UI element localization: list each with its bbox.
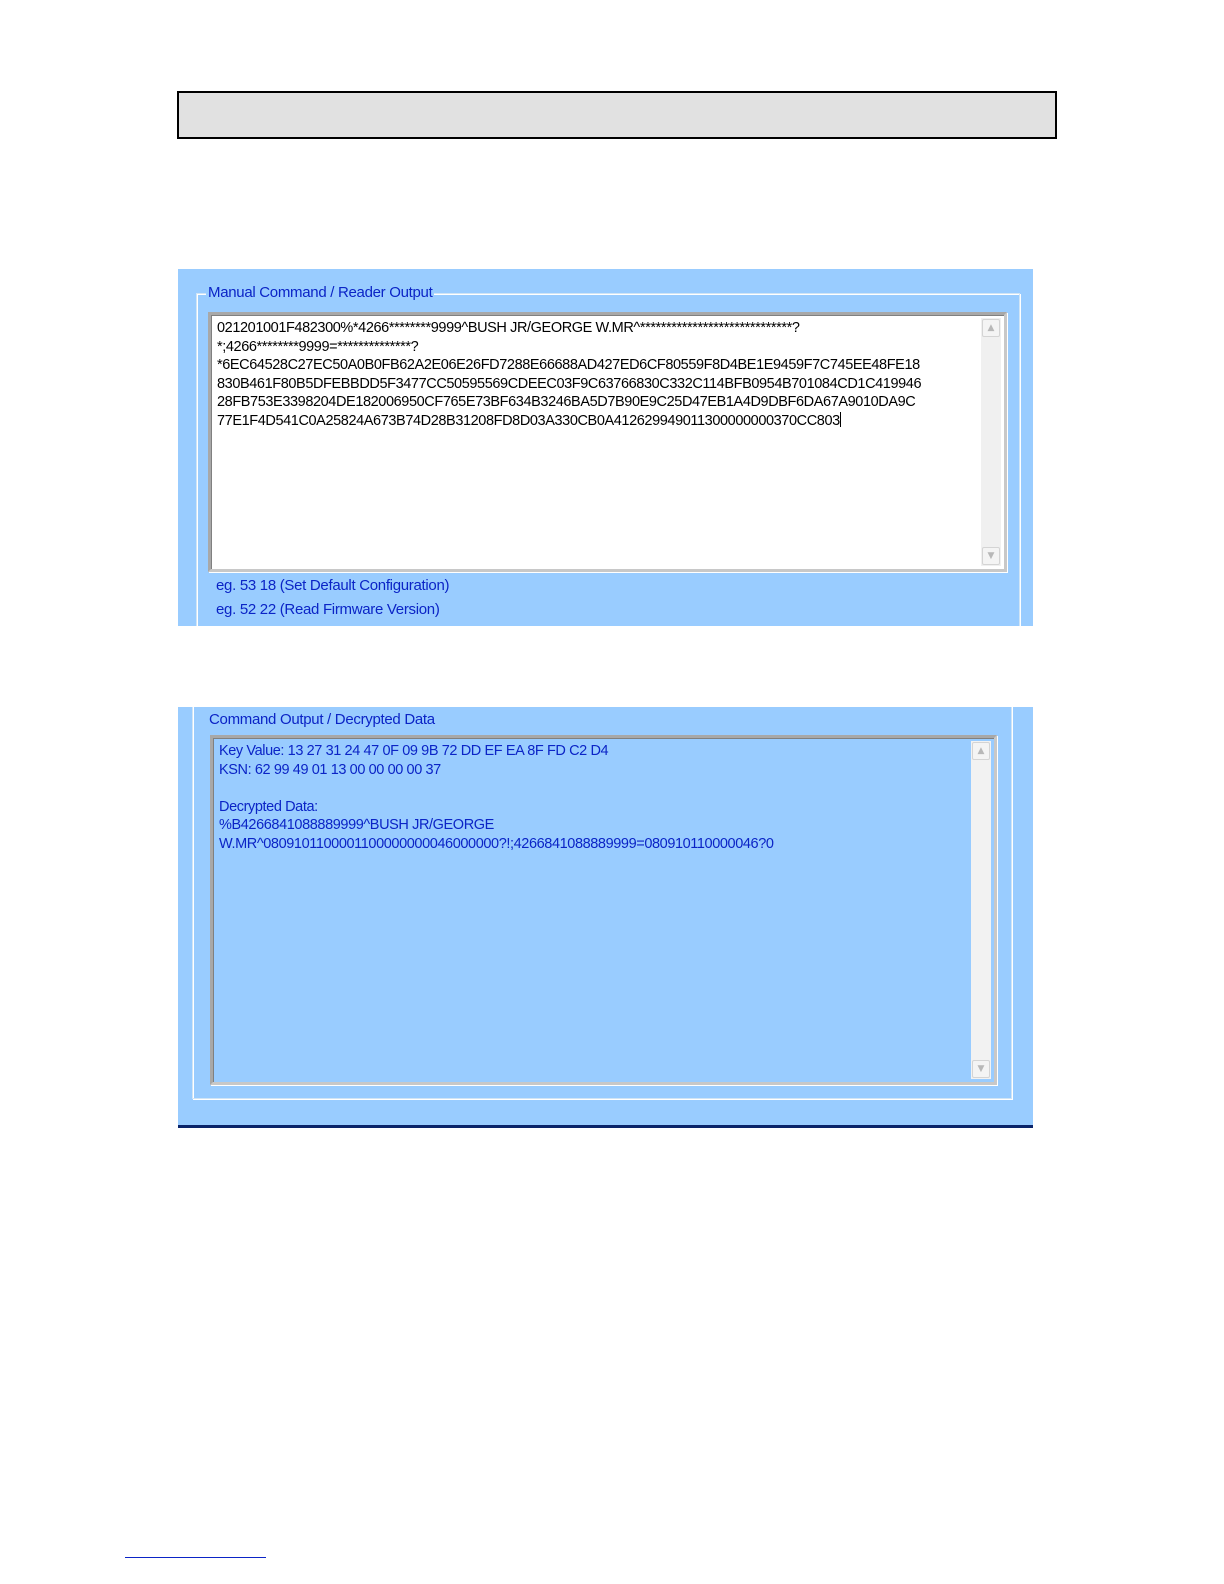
decrypted-data-panel <box>178 707 1033 1128</box>
decrypted-output-line: KSN: 62 99 49 01 13 00 00 00 00 37 <box>219 761 441 778</box>
reader-output-textarea[interactable] <box>208 312 1007 572</box>
decrypted-output-line: %B4266841088889999^BUSH JR/GEORGE <box>219 817 494 833</box>
decrypted-output-textarea[interactable] <box>210 735 997 1085</box>
reader-output-line: 830B461F80B5DFEBBDD5F3477CC50595569CDEEC03F9C63766830C332C114BFB0954B701084CD1C419946 <box>217 375 922 392</box>
footer-rule <box>125 1557 266 1558</box>
chevron-up-icon[interactable]: ▲ <box>972 742 990 760</box>
chevron-down-icon[interactable]: ▼ <box>972 1060 990 1078</box>
text-caret <box>840 412 841 427</box>
decrypted-output-scrollbar[interactable] <box>971 741 991 1079</box>
chevron-up-icon[interactable]: ▲ <box>982 319 1000 337</box>
manual-command-title: Manual Command / Reader Output <box>208 284 433 301</box>
reader-output-line: *;4266********9999=**************? <box>217 338 419 355</box>
reader-output-line: 021201001F482300%*4266********9999^BUSH JR/GEORGE W.MR^*****************************? <box>217 320 800 336</box>
chevron-down-icon[interactable]: ▼ <box>982 547 1000 565</box>
hint-set-default-configuration: eg. 53 18 (Set Default Configuration) <box>216 577 450 594</box>
decrypted-output-line: Decrypted Data: <box>219 798 318 815</box>
decrypted-data-title: Command Output / Decrypted Data <box>209 711 435 728</box>
reader-output-text <box>217 319 974 430</box>
header-bar <box>177 91 1057 139</box>
manual-command-panel <box>178 269 1033 626</box>
decrypted-output-line: Key Value: 13 27 31 24 47 0F 09 9B 72 DD EF EA 8F FD C2 D4 <box>219 743 609 759</box>
decrypted-output-line: W.MR^0809101100001100000000046000000?!;4266841088889999=080910110000046?0 <box>219 835 774 852</box>
reader-output-line: *6EC64528C27EC50A0B0FB62A2E06E26FD7288E66688AD427ED6CF80559F8D4BE1E9459F7C745EE48FE18 <box>217 357 920 373</box>
reader-output-scrollbar[interactable] <box>981 318 1001 566</box>
reader-output-line: 77E1F4D541C0A25824A673B74D28B31208FD8D03A330CB0A412629949011300000000370CC803 <box>217 412 840 429</box>
hint-read-firmware-version: eg. 52 22 (Read Firmware Version) <box>216 601 440 618</box>
decrypted-output-text <box>219 742 964 853</box>
reader-output-line: 28FB753E3398204DE182006950CF765E73BF634B3246BA5D7B90E9C25D47EB1A4D9DBF6DA67A9010DA9C <box>217 394 916 410</box>
